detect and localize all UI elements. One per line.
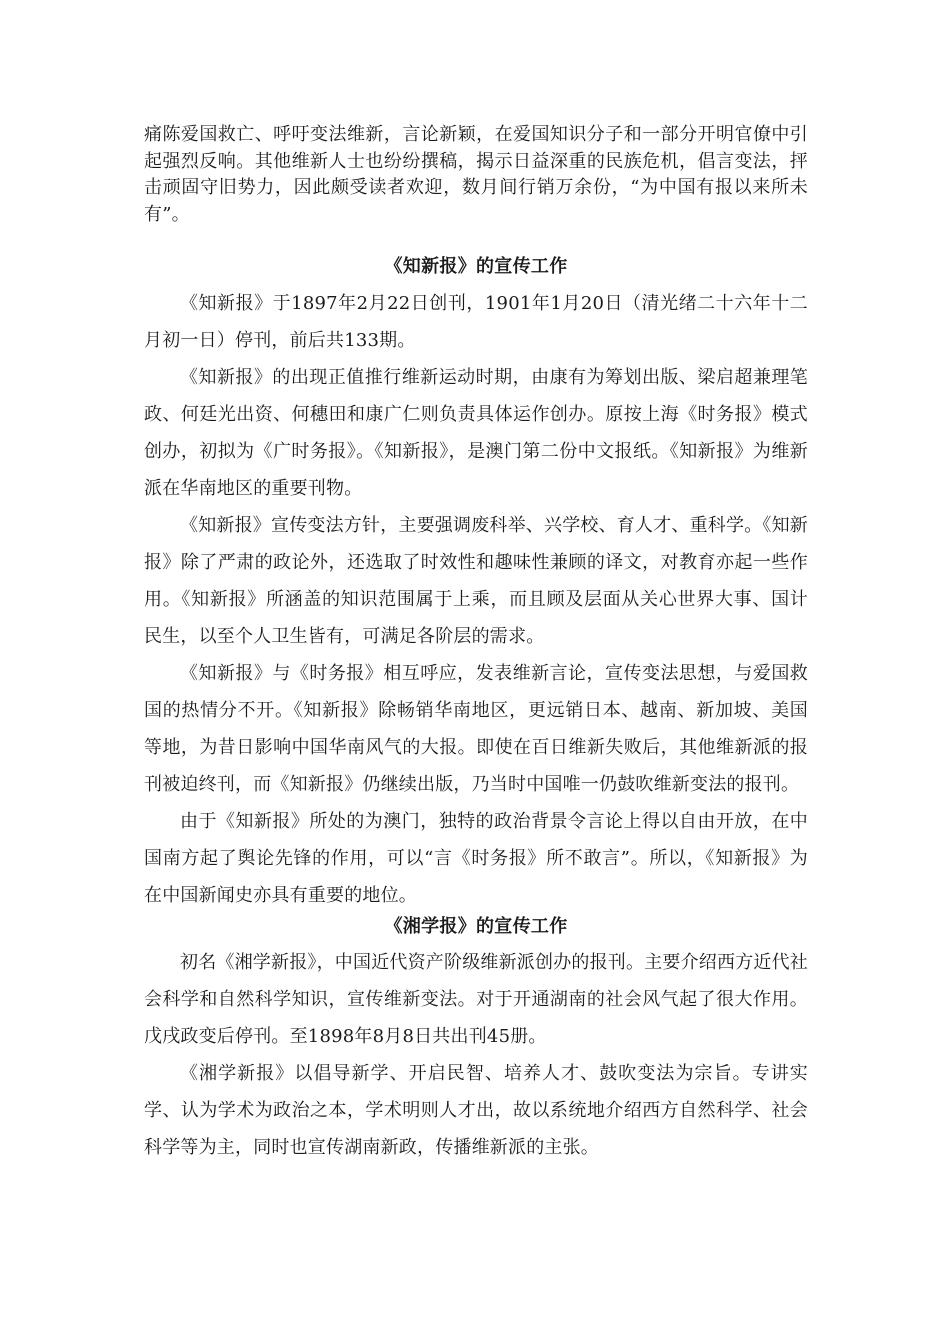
- section-title-xiangxuebao: 《湘学报》的宣传工作: [384, 916, 568, 937]
- paragraph: 《知新报》于1897年2月22日创刊，1901年1月20日（清光绪二十六年十二月初一日）停刊，前后共133期。: [144, 293, 808, 351]
- intro-paragraph: 痛陈爱国救亡、呼吁变法维新，言论新颖，在爱国知识分子和一部分开明官僚中引起强烈反响。其他维新人士也纷纷撰稿，揭示日益深重的民族危机，倡言变法，抨击顽固守旧势力，因此颇受读者欢迎，数月间行销万余份，“为中国有报以来所未有”。: [144, 124, 808, 225]
- paragraph: 由于《知新报》所处的为澳门，独特的政治背景令言论上得以自由开放，在中国南方起了舆论先锋的作用，可以“言《时务报》所不敢言”。所以，《知新报》为在中国新闻史亦具有重要的地位。: [144, 811, 808, 906]
- paragraph: 《湘学新报》以倡导新学、开启民智、培养人才、鼓吹变法为宗旨。专讲实学、认为学术为政治之本，学术明则人才出，故以系统地介绍西方自然科学、社会科学等为主，同时也宣传湖南新政，传播维新派的主张。: [144, 1063, 808, 1158]
- paragraph: 初名《湘学新报》，中国近代资产阶级维新派创办的报刊。主要介绍西方近代社会科学和自然科学知识，宣传维新变法。对于开通湖南的社会风气起了很大作用。戊戌政变后停刊。至1898年8月8日共出刊45册。: [144, 952, 808, 1047]
- section-title-zhixinbao: 《知新报》的宣传工作: [384, 256, 568, 277]
- paragraph: 《知新报》与《时务报》相互呼应，发表维新言论，宣传变法思想，与爱国救国的热情分不开。《知新报》除畅销华南地区，更远销日本、越南、新加坡、美国等地，为昔日影响中国华南风气的大报。即使在百日维新失败后，其他维新派的报刊被迫终刊，而《知新报》仍继续出版，乃当时中国唯一仍鼓吹维新变法的报刊。: [144, 663, 808, 795]
- paragraph: 《知新报》宣传变法方针，主要强调废科举、兴学校、育人才、重科学。《知新报》除了严肃的政论外，还选取了时效性和趣味性兼顾的译文，对教育亦起一些作用。《知新报》所涵盖的知识范围属于上乘，而且顾及层面从关心世界大事、国计民生，以至个人卫生皆有，可满足各阶层的需求。: [144, 515, 808, 647]
- document-body: [144, 122, 808, 1166]
- paragraph: 《知新报》的出现正值推行维新运动时期，由康有为筹划出版、梁启超兼理笔政、何廷光出资、何穗田和康广仁则负责具体运作创办。原按上海《时务报》模式创办，初拟为《广时务报》。《知新报》，是澳门第二份中文报纸。《知新报》为维新派在华南地区的重要刊物。: [144, 367, 808, 499]
